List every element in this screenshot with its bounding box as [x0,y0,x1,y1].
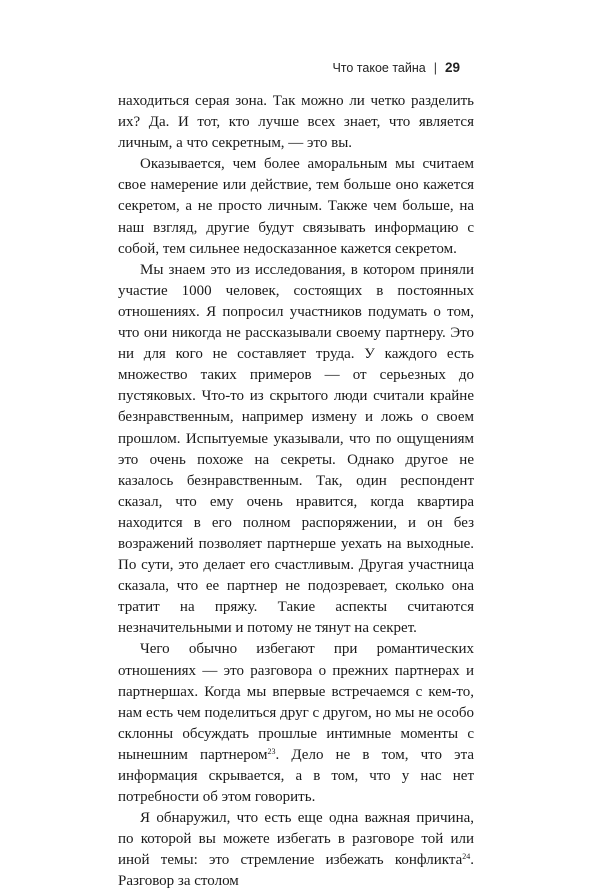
footnote-ref-24: 24 [462,852,471,862]
paragraph-5-text-a: Я обнаружил, что есть еще одна важная причина, по которой вы можете избегать в разговоре той или иной темы: это стремление избежать конфликта [118,810,474,869]
paragraph-4 [118,639,474,808]
paragraph-3: Мы знаем это из исследования, в котором приняли участие 1000 человек, состоящих в постоянных отношениях. Я попросил участников подумать о том, что они никогда не рассказывали своему партнеру. Это ни для кого не составляет труда. У каждого есть множество таких примеров — от серьезных до пустяковых. Что-то из скрытого люди считали крайне безнравственным, например измену и ложь о своем прошлом. Испытуемые указывали, что по ощущениям это очень похоже на секреты. Однако другое не казалось безнравственным. Так, один респондент сказал, что ему очень нравится, когда квартира находится в его полном распоряжении, и он без возражений позволяет партнерше уехать на выходные. По сути, это делает его счастливым. Другая участница сказала, что ее партнер не подозревает, сколько она тратит на пряжу. Такие аспекты считаются незначительными и потому не тянут на секрет. [118,261,474,637]
paragraph-1: находиться серая зона. Так можно ли четко разделить их? Да. И тот, кто лучше всех знает, что является личным, а что секретным, — это вы. [118,93,474,152]
page-number: 29 [444,60,460,75]
paragraph-5 [118,808,474,892]
header-separator: | [433,60,437,75]
paragraph-5-text-b: . Разговор за столом [118,852,474,890]
body-text [118,91,474,893]
footnote-ref-23: 23 [267,746,276,756]
paragraph-4-text-a: Чего обычно избегают при романтических отношениях — это разговора о прежних партнерах и партнершах. Когда мы впервые встречаемся с кем-то, нам есть чем поделиться друг с другом, но мы не особо склонны обсуждать прошлые интимные моменты с нынешним партнером [118,641,474,763]
chapter-title: Что такое тайна [332,60,426,75]
paragraph-2: Оказывается, чем более аморальным мы считаем свое намерение или действие, тем больше оно кажется секретом, а не просто личным. Также чем больше, на наш взгляд, другие будут связывать информацию с собой, тем сильнее недосказанное кажется секретом. [118,156,474,257]
running-header [332,60,460,75]
paragraph-4-text-b: . Дело не в том, что эта информация скрывается, а в том, что у нас нет потребности об этом говорить. [118,746,475,806]
